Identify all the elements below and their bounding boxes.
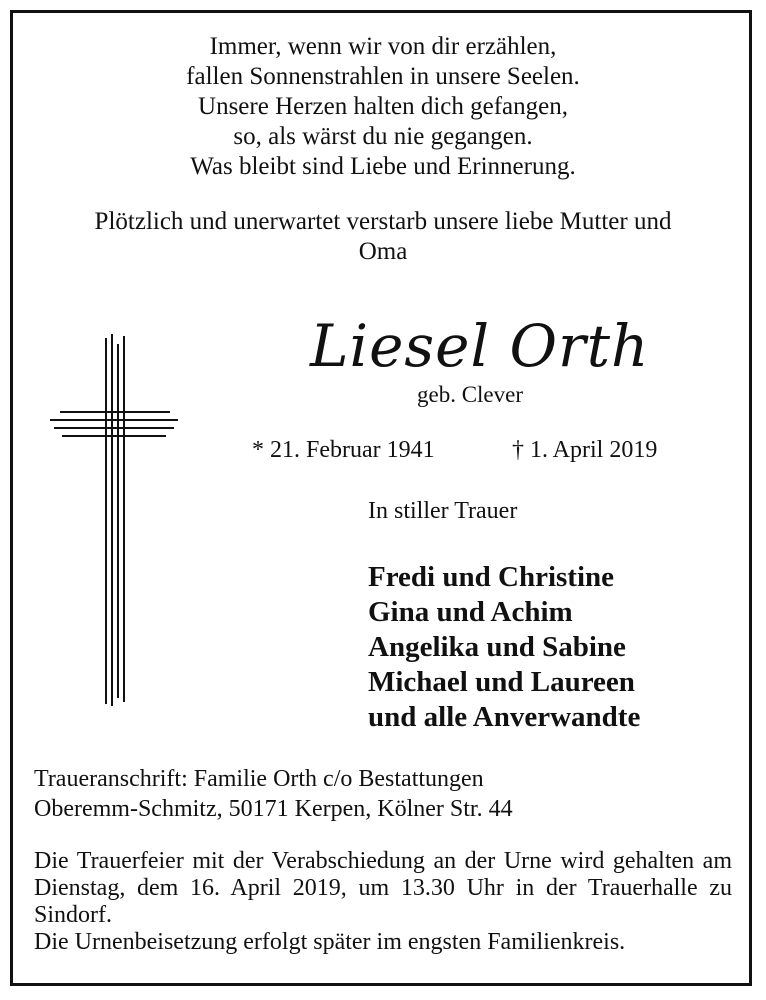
poem-line: Immer, wenn wir von dir erzählen,	[209, 33, 557, 60]
deceased-name: Liesel Orth	[310, 312, 650, 380]
family-member: Gina und Achim	[368, 596, 573, 628]
poem-line: so, als wärst du nie gegangen.	[233, 123, 533, 150]
poem-line: Unsere Herzen halten dich gefangen,	[198, 93, 568, 120]
cross-icon	[48, 334, 180, 706]
birth-date: * 21. Februar 1941	[252, 437, 435, 463]
intro-line-1: Plötzlich und unerwartet verstarb unsere liebe Mutter und	[94, 208, 672, 235]
family-member: und alle Anverwandte	[368, 701, 641, 733]
intro-text	[0, 207, 766, 267]
address-line-1: Traueranschrift: Familie Orth c/o Bestattungen	[34, 766, 484, 792]
death-date: † 1. April 2019	[512, 437, 658, 463]
family-member: Angelika und Sabine	[368, 631, 626, 663]
family-member: Fredi und Christine	[368, 561, 615, 593]
address-line-2: Oberemm-Schmitz, 50171 Kerpen, Kölner Str. 44	[34, 796, 513, 822]
poem-line: fallen Sonnenstrahlen in unsere Seelen.	[186, 63, 580, 90]
family-list	[368, 560, 640, 735]
poem	[0, 32, 766, 182]
intro-line-2: Oma	[358, 238, 408, 265]
mourning-address	[34, 764, 513, 824]
ceremony-paragraph: Die Trauerfeier mit der Verabschiedung an der Urne wird gehalten am Dienstag, dem 16. April 2019, um 13.30 Uhr in der Trauerhalle zu Sindorf.	[34, 848, 732, 928]
family-member: Michael und Laureen	[368, 666, 635, 698]
mourning-text: In stiller Trauer	[368, 498, 518, 524]
ceremony-info	[34, 848, 732, 956]
poem-line: Was bleibt sind Liebe und Erinnerung.	[190, 153, 576, 180]
ceremony-last-line: Die Urnenbeisetzung erfolgt später im engsten Familienkreis.	[34, 929, 626, 955]
maiden-name: geb. Clever	[416, 382, 523, 407]
